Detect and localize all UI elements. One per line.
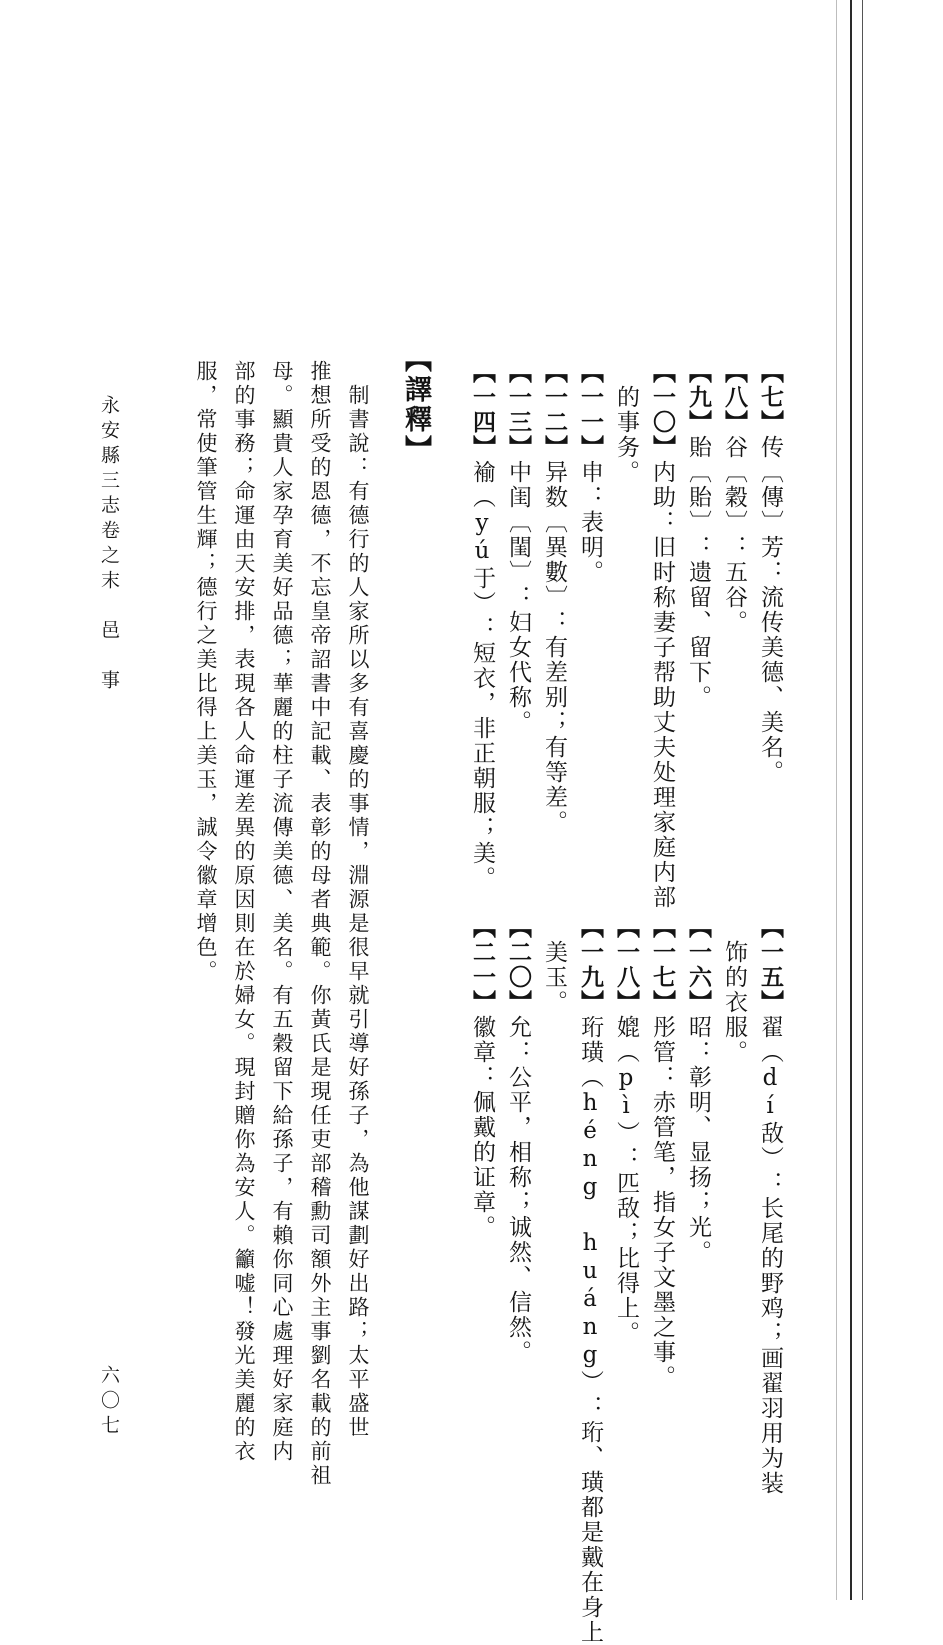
note-8: 【八】谷〔穀〕：五谷。 <box>721 360 748 635</box>
note-19: 【一九】珩璜（héng huáng）：珩、璜都是戴在身上 <box>577 915 604 1645</box>
page-border-rule <box>850 0 852 1600</box>
section-heading-translation: 【譯釋】 <box>400 345 431 465</box>
note-9: 【九】貽〔貽〕：遗留、留下。 <box>685 360 712 710</box>
scan-edge-line <box>836 0 837 1600</box>
note-17: 【一七】彤管：赤管笔，指女子文墨之事。 <box>649 915 676 1390</box>
note-19-continued: 美玉。 <box>541 915 567 1015</box>
translation-line-1: 制書說：有德行的人家所以多有喜慶的事情，淵源是很早就引導好孫子，為他謀劃好出路；太平盛世 <box>346 360 370 1440</box>
note-16: 【一六】昭：彰明、显扬；光。 <box>685 915 712 1265</box>
note-14: 【一四】褕（yú于）：短衣，非正朝服；美。 <box>469 360 496 891</box>
note-10: 【一〇】内助：旧时称妻子帮助丈夫处理家庭内部 <box>649 360 676 910</box>
translation-line-2: 推想所受的恩德，不忘皇帝詔書中記載、表彰的母者典範。你黃氏是現任吏部稽勳司額外主事劉名載的前祖 <box>308 360 332 1488</box>
note-10-continued: 的事务。 <box>613 360 639 485</box>
note-18: 【一八】媲（pì）：匹敌；比得上。 <box>613 915 640 1346</box>
note-11: 【一一】申：表明。 <box>577 360 604 585</box>
note-12: 【一二】异数〔異數〕：有差别；有等差。 <box>541 360 568 835</box>
running-title: 永安縣三志卷之末 邑 事 <box>98 395 120 695</box>
page-number: 六〇七 <box>98 1365 120 1440</box>
note-15: 【一五】翟（dí敌）：长尾的野鸡；画翟羽用为装 <box>757 915 784 1496</box>
note-20: 【二〇】允：公平，相称；诚然、信然。 <box>505 915 532 1365</box>
translation-line-5: 服，常使筆管生輝；德行之美比得上美玉，誠令徽章增色。 <box>194 360 218 984</box>
note-13: 【一三】中闺〔閨〕：妇女代称。 <box>505 360 532 735</box>
translation-line-4: 部的事務；命運由天安排，表現各人命運差異的原因則在於婦女。現封贈你為安人。籲嘘！發光美麗的衣 <box>232 360 256 1464</box>
page-border-rule-thin <box>862 0 863 1600</box>
note-7: 【七】传〔傳〕芳：流传美德、美名。 <box>757 360 784 785</box>
note-15-continued: 饰的衣服。 <box>721 915 747 1065</box>
note-21: 【二一】徽章：佩戴的证章。 <box>469 915 496 1240</box>
translation-line-3: 母。顯貴人家孕育美好品德；華麗的柱子流傳美德、美名。有五穀留下給孫子，有賴你同心處理好家庭内 <box>270 360 294 1464</box>
